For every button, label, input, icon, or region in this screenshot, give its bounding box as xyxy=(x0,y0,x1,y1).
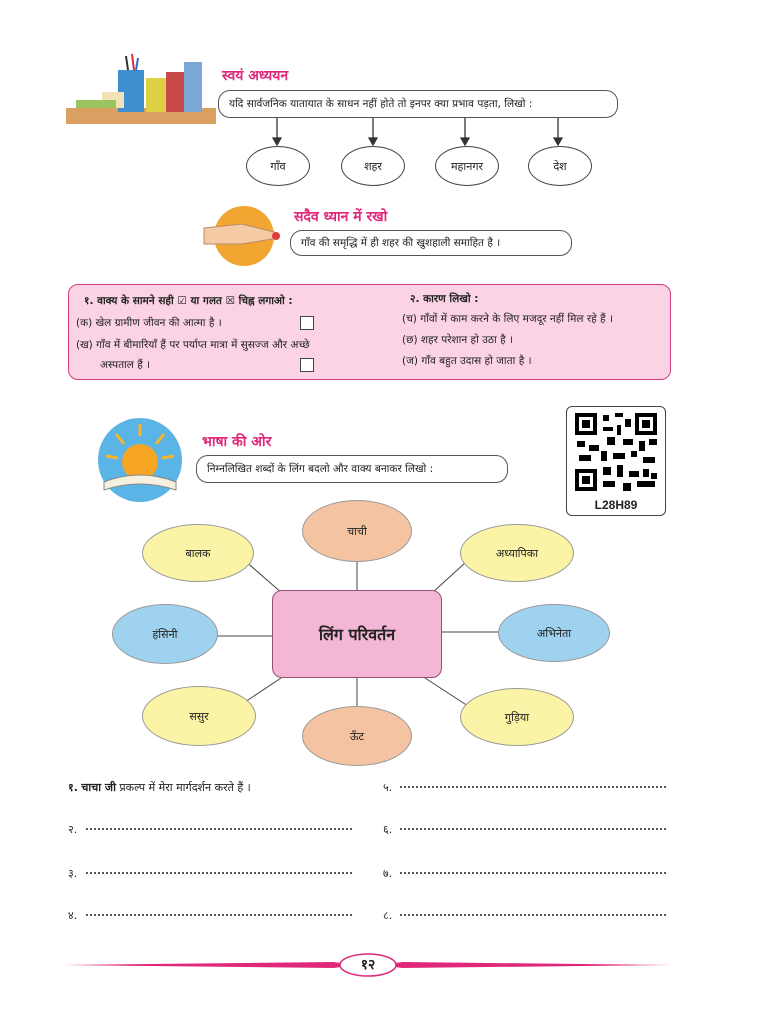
word-node-oont: ऊँट xyxy=(302,706,412,766)
answer-4-line[interactable] xyxy=(86,904,352,916)
exercise-item-kha-cont: अस्पताल हैं । xyxy=(100,359,151,371)
exercise-right-title: २. कारण लिखो : xyxy=(410,293,479,305)
answer-6-num: ६. xyxy=(383,823,393,836)
remember-heading: सदैव ध्यान में रखो xyxy=(294,209,388,225)
qr-code-label: L28H89 xyxy=(594,498,638,512)
answer-5-num: ५. xyxy=(383,781,393,794)
remember-text: गाँव की समृद्धि में ही शहर की खुशहाली समाहित है । xyxy=(290,230,572,256)
word-node-abhineta: अभिनेता xyxy=(498,604,610,662)
exercise-left-title: १. वाक्य के सामने सही ☑ या गलत ☒ चिह्न लगाओ : xyxy=(84,295,293,307)
answer-8-num: ८. xyxy=(383,909,393,922)
answer-4-num: ४. xyxy=(68,909,78,922)
self-study-heading: स्वयं अध्ययन xyxy=(222,68,289,84)
answer-1-num: १. xyxy=(68,781,78,794)
self-study-question: यदि सार्वजनिक यातायात के साधन नहीं होते तो इनपर क्या प्रभाव पड़ता, लिखो : xyxy=(218,90,618,118)
word-node-adhyapika: अध्यापिका xyxy=(460,524,574,582)
exercise-item-ka: (क) खेल ग्रामीण जीवन की आत्मा है । xyxy=(76,317,222,329)
page-number: १२ xyxy=(360,957,376,973)
answer-3-num: ३. xyxy=(68,867,78,880)
exercise-item-chha: (छ) शहर परेशान हो उठा है । xyxy=(402,334,513,346)
mindmap-center: लिंग परिवर्तन xyxy=(272,590,442,678)
answer-1-text: प्रकल्प में मेरा मार्गदर्शन करते हैं । xyxy=(119,781,251,794)
exercise-item-ja: (ज) गाँव बहुत उदास हो जाता है । xyxy=(402,355,532,367)
answer-7-num: ७. xyxy=(383,867,393,880)
language-instruction: निम्नलिखित शब्दों के लिंग बदलो और वाक्य बनाकर लिखो : xyxy=(196,455,508,483)
node-metro: महानगर xyxy=(435,146,499,186)
answer-1-bold: चाचा जी xyxy=(81,781,116,794)
word-node-balak: बालक xyxy=(142,524,254,582)
node-country: देश xyxy=(528,146,592,186)
word-node-gudiya: गुड़िया xyxy=(460,688,574,746)
answer-3-line[interactable] xyxy=(86,862,352,874)
answer-1 xyxy=(68,780,251,795)
language-heading: भाषा की ओर xyxy=(202,434,272,450)
node-village: गाँव xyxy=(246,146,310,186)
exercise-item-cha: (च) गाँवों में काम करने के लिए मजदूर नहीं मिल रहे हैं । xyxy=(402,313,613,325)
word-node-chachi: चाची xyxy=(302,500,412,562)
answer-7-line[interactable] xyxy=(400,862,666,874)
answer-8-line[interactable] xyxy=(400,904,666,916)
word-node-sasur: ससुर xyxy=(142,686,256,746)
answer-5-line[interactable] xyxy=(400,776,666,788)
node-city: शहर xyxy=(341,146,405,186)
answer-2-num: २. xyxy=(68,823,78,836)
answer-6-line[interactable] xyxy=(400,818,666,830)
answer-2-line[interactable] xyxy=(86,818,352,830)
word-node-hansini: हंसिनी xyxy=(112,604,218,664)
exercise-item-kha: (ख) गाँव में बीमारियाँ हैं पर पर्याप्त मात्रा में सुसज्ज और अच्छे xyxy=(76,339,310,351)
